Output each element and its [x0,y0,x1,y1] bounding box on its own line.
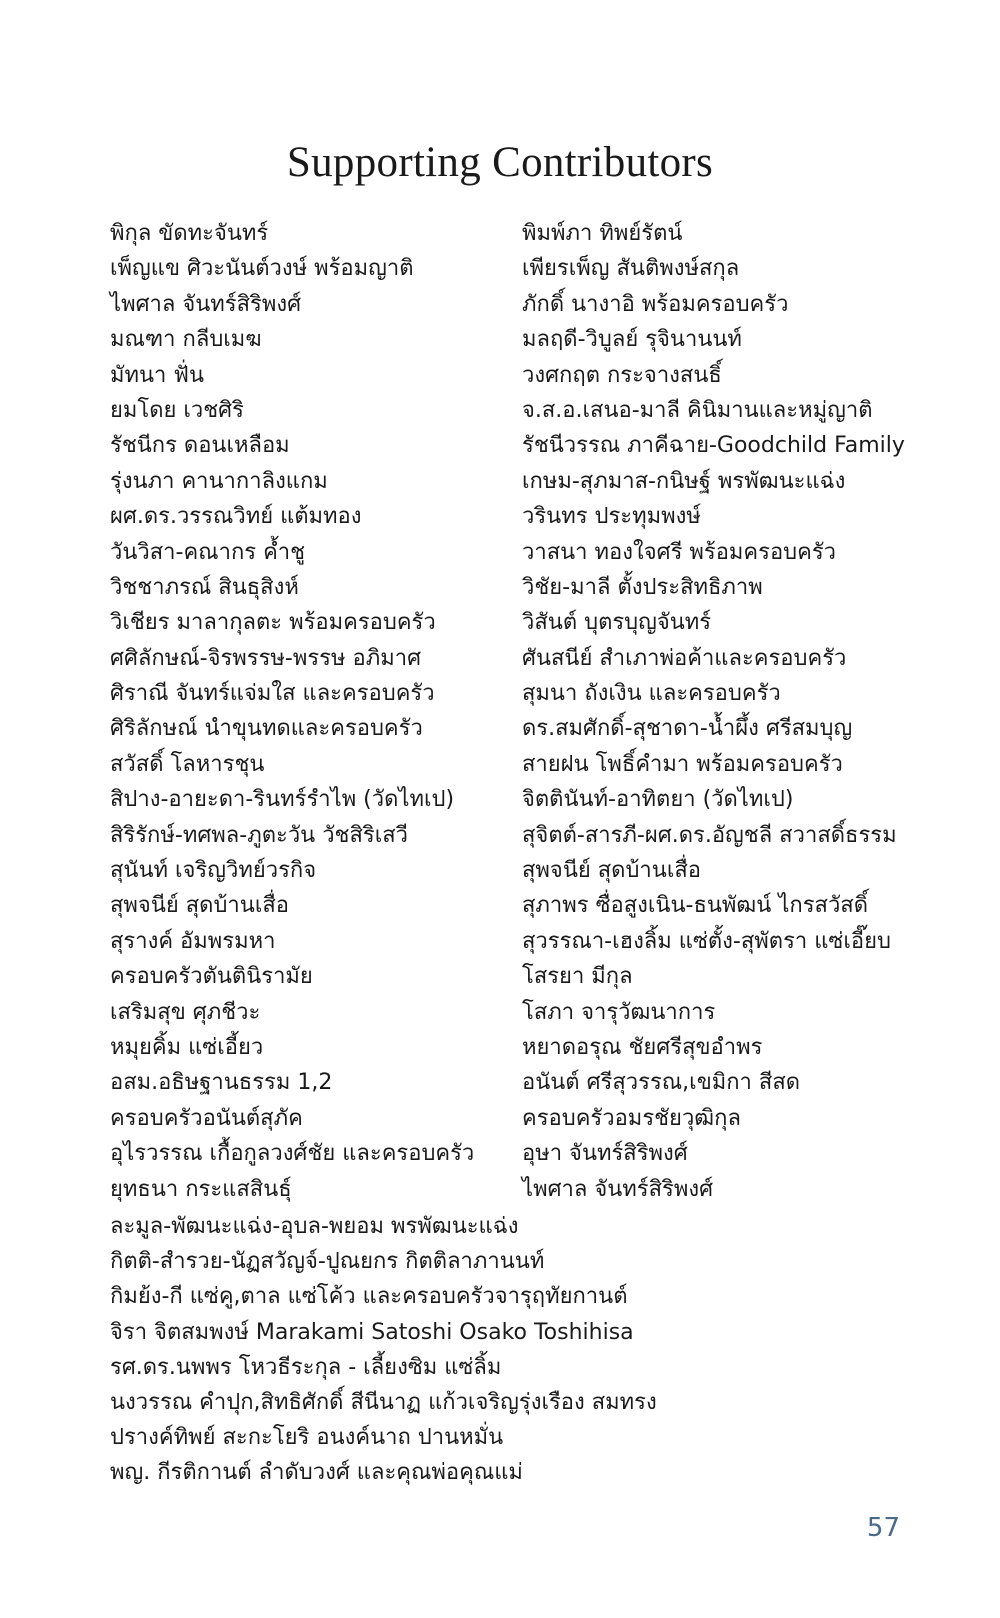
page-number: 57 [866,1513,900,1543]
contributor-name: ภักดิ์ นางาอิ พร้อมครอบครัว [522,291,789,317]
contributor-name: อนันต์ ศรีสุวรรณ,เขมิกา สีสด [522,1070,801,1096]
contributor-name: นงวรรณ คำปุก,สิทธิศักดิ์ สีนีนาฏ แก้วเจริญรุ่งเรือง สมทรง [110,1389,657,1415]
contributor-name: ศิราณี จันทร์แจ่มใส และครอบครัว [110,681,435,707]
contributor-name: วิสันต์ บุตรบุญจันทร์ [522,610,712,636]
contributor-name: วิชชาภรณ์ สินธุสิงห์ [110,574,299,600]
contributors-two-column-list [110,216,930,1207]
contributor-name: ผศ.ดร.วรรณวิทย์ แต้มทอง [110,504,362,530]
contributor-name: ไพศาล จันทร์สิริพงศ์ [522,1176,714,1202]
contributor-name: ยมโดย เวชศิริ [110,397,244,423]
contributor-name: อสม.อธิษฐานธรรม 1,2 [110,1070,333,1096]
contributor-name: กิมย้ง-กี แซ่คู,ตาล แซ่โค้ว และครอบครัวจารุฤทัยกานต์ [110,1284,628,1310]
contributor-name: ศันสนีย์ สำเภาพ่อค้าและครอบครัว [522,645,847,671]
contributor-name: สุวรรณา-เฮงลิ้ม แซ่ตั้ง-สุพัตรา แซ่เอี๊ยบ [522,928,891,954]
contributor-name: สวัสดิ์ โลหารชุน [110,751,265,777]
contributor-name: รศ.ดร.นพพร โหวธีระกุล - เลี้ยงซิม แซ่ลิ้ม [110,1354,502,1380]
contributor-name: สุนันท์ เจริญวิทย์วรกิจ [110,858,317,884]
contributor-name: ครอบครัวอมรชัยวุฒิกุล [522,1105,741,1131]
contributor-name: ละมูล-พัฒนะแฉ่ง-อุบล-พยอม พรพัฒนะแฉ่ง [110,1214,519,1239]
contributor-name: สุพจนีย์ สุดบ้านเสื่อ [110,893,289,919]
contributor-name: โสรยา มีกุล [522,964,633,990]
contributor-name: สุมนา ถังเงิน และครอบครัว [522,681,781,707]
contributor-name: โสภา จารุวัฒนาการ [522,999,716,1025]
contributor-name: เกษม-สุภมาส-กนิษฐ์ พรพัฒนะแฉ่ง [522,468,846,494]
contributors-right-column [522,216,930,1207]
contributor-name: ดร.สมศักดิ์-สุชาดา-น้ำผึ้ง ศรีสมบุญ [522,716,853,742]
contributor-name: วิชัย-มาลี ตั้งประสิทธิภาพ [522,574,763,600]
contributor-name: สุภาพร ซื่อสูงเนิน-ธนพัฒน์ ไกรสวัสดิ์ [522,893,869,919]
contributor-name: หยาดอรุณ ชัยศรีสุขอำพร [522,1034,763,1060]
contributor-name: ไพศาล จันทร์สิริพงศ์ [110,291,302,317]
contributor-name: รัชนีวรรณ ภาคีฉาย-Goodchild Family [522,433,905,459]
contributor-name: หมุยคิ้ม แซ่เอี้ยว [110,1034,264,1060]
contributor-name: อุไรวรรณ เกื้อกูลวงศ์ชัย และครอบครัว [110,1141,475,1167]
contributor-name: เพ็ญแข ศิวะนันต์วงษ์ พร้อมญาติ [110,256,414,282]
contributor-name: มลฤดี-วิบูลย์ รุจินานนท์ [522,327,742,353]
contributor-name: ยุทธนา กระแสสินธุ์ [110,1176,292,1202]
contributor-name: วันวิสา-คณากร ค้ำชู [110,539,306,565]
contributor-name: จ.ส.อ.เสนอ-มาลี คินิมานและหมู่ญาติ [522,397,873,423]
contributor-name: รุ่งนภา คานากาลิงแกม [110,468,328,494]
contributor-name: พิกุล ขัดทะจันทร์ [110,221,269,246]
contributor-name: ครอบครัวอนันต์สุภัค [110,1105,303,1131]
contributor-name: เสริมสุข ศุภชีวะ [110,999,261,1025]
contributor-name: สิริรักษ์-ทศพล-ภูตะวัน วัชสิริเสวี [110,822,409,848]
contributor-name: เพียรเพ็ญ สันติพงษ์สกุล [522,256,740,282]
contributor-name: อุษา จันทร์สิริพงศ์ [522,1141,688,1167]
contributors-left-column [110,216,522,1207]
contributors-full-width-list [110,1209,910,1491]
contributor-name: ศิริลักษณ์ นำขุนทดและครอบครัว [110,716,423,742]
contributor-name: วิเชียร มาลากุลตะ พร้อมครอบครัว [110,610,436,636]
contributor-name: ปรางค์ทิพย์ สะกะโยริ อนงค์นาถ ปานหมั่น [110,1425,504,1451]
contributor-name: สิปาง-อายะดา-รินทร์รำไพ (วัดไทเป) [110,787,455,813]
contributor-name: ศศิลักษณ์-จิรพรรษ-พรรษ อภิมาศ [110,645,422,671]
contributor-name: มัทนา ฟั่น [110,362,205,388]
contributor-name: กิตติ-สำรวย-นัฏสวัญจ์-ปูณยกร กิตติลาภานนท์ [110,1249,545,1275]
contributor-name: พญ. กีรติกานต์ ลำดับวงศ์ และคุณพ่อคุณแม่ [110,1460,523,1486]
contributor-name: วรินทร ประทุมพงษ์ [522,504,701,530]
contributor-name: วงศกฤต กระจางสนธิ์ [522,362,722,388]
contributor-name: สุจิตต์-สารภี-ผศ.ดร.อัญชลี สวาสดิ์ธรรม [522,822,897,848]
page-title: Supporting Contributors [286,139,714,186]
contributor-name: วาสนา ทองใจศรี พร้อมครอบครัว [522,539,837,565]
contributor-name: ครอบครัวตันตินิรามัย [110,964,313,990]
contributor-name: จิรา จิตสมพงษ์ Marakami Satoshi Osako Toshihisa [110,1319,634,1345]
contributor-name: รัชนีกร ดอนเหลือม [110,433,290,459]
contributor-name: สายฝน โพธิ์คำมา พร้อมครอบครัว [522,751,843,777]
contributor-name: สุรางค์ อัมพรมหา [110,928,276,954]
contributor-name: พิมพ์ภา ทิพย์รัตน์ [522,221,683,246]
contributor-name: จิตตินันท์-อาทิตยา (วัดไทเป) [522,787,794,813]
contributor-name: สุพจนีย์ สุดบ้านเสื่อ [522,858,701,884]
contributor-name: มณฑา กลีบเมฆ [110,327,262,353]
